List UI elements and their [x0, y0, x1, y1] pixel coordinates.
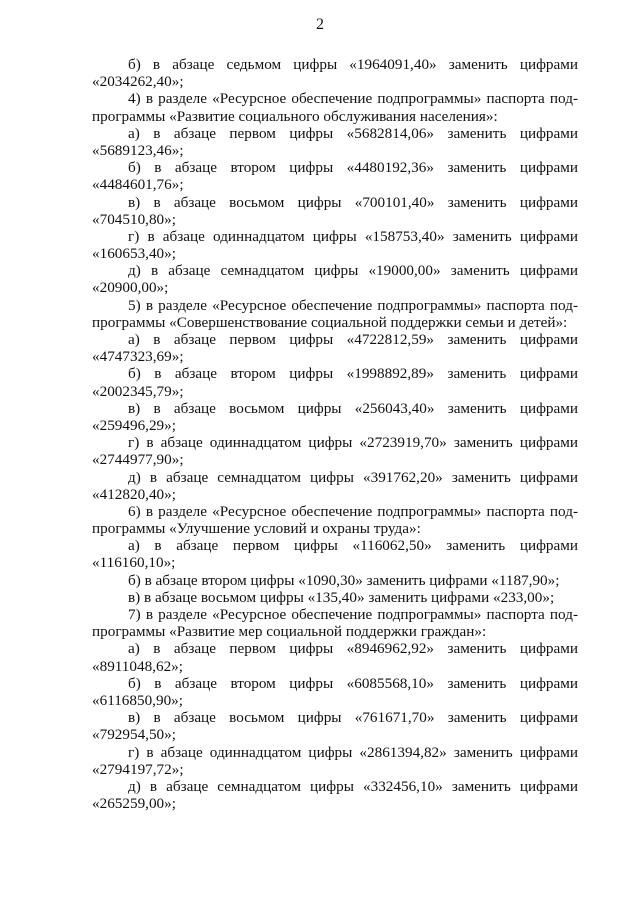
text-line: д) в абзаце семнадцатом цифры «391762,20» заменить цифрами: [128, 468, 578, 486]
text-line: «2002345,79»;: [92, 382, 184, 400]
text-line: а) в абзаце первом цифры «116062,50» заменить цифрами: [128, 537, 578, 555]
text-line: «265259,00»;: [92, 795, 176, 813]
text-line: «6116850,90»;: [92, 691, 183, 709]
text-line: а) в абзаце первом цифры «8946962,92» заменить цифрами: [128, 640, 578, 658]
text-line: «792954,50»;: [92, 726, 176, 744]
text-line: «259496,29»;: [92, 416, 176, 434]
text-line: программы «Улучшение условий и охраны труда»:: [92, 520, 421, 538]
text-line: б) в абзаце втором цифры «6085568,10» заменить цифрами: [128, 674, 578, 692]
text-line: а) в абзаце первом цифры «5682814,06» заменить цифрами: [128, 124, 578, 142]
text-line: «704510,80»;: [92, 210, 176, 228]
text-line: б) в абзаце втором цифры «4480192,36» заменить цифрами: [128, 159, 578, 177]
text-line: программы «Совершенствование социальной поддержки семьи и детей»:: [92, 313, 568, 331]
text-line: «412820,40»;: [92, 485, 176, 503]
text-line: б) в абзаце седьмом цифры «1964091,40» заменить цифрами: [128, 56, 578, 73]
text-line: «5689123,46»;: [92, 141, 184, 159]
text-line: программы «Развитие мер социальной поддержки граждан»:: [92, 623, 487, 641]
text-line: б) в абзаце втором цифры «1998892,89» заменить цифрами: [128, 365, 578, 383]
page-number: 2: [316, 16, 324, 33]
text-line: 7) в разделе «Ресурсное обеспечение подпрограммы» паспорта под-: [128, 606, 578, 623]
text-line: д) в абзаце семнадцатом цифры «332456,10» заменить цифрами: [128, 777, 578, 795]
text-line: в) в абзаце восьмом цифры «256043,40» заменить цифрами: [128, 399, 578, 417]
text-line: «2744977,90»;: [92, 451, 184, 469]
text-line: «116160,10»;: [92, 554, 176, 572]
text-line: 6) в разделе «Ресурсное обеспечение подпрограммы» паспорта под-: [128, 502, 578, 520]
text-line: «160653,40»;: [92, 245, 176, 263]
text-line: г) в абзаце одиннадцатом цифры «2723919,70» заменить цифрами: [128, 434, 578, 452]
text-line: в) в абзаце восьмом цифры «761671,70» заменить цифрами: [128, 709, 578, 727]
text-line: «4484601,76»;: [92, 176, 184, 194]
text-line: 5) в разделе «Ресурсное обеспечение подпрограммы» паспорта под-: [128, 296, 578, 314]
text-line: «4747323,69»;: [92, 348, 184, 366]
document-body: [92, 56, 578, 812]
text-line: «20900,00»;: [92, 279, 169, 297]
text-line: г) в абзаце одиннадцатом цифры «2861394,82» заменить цифрами: [128, 743, 578, 761]
text-line: б) в абзаце втором цифры «1090,30» заменить цифрами «1187,90»;: [128, 571, 560, 589]
text-line: «8911048,62»;: [92, 657, 183, 675]
text-line: в) в абзаце восьмом цифры «135,40» заменить цифрами «233,00»;: [128, 588, 555, 606]
text-line: а) в абзаце первом цифры «4722812,59» заменить цифрами: [128, 331, 578, 348]
text-line: д) в абзаце семнадцатом цифры «19000,00» заменить цифрами: [128, 262, 578, 280]
text-line: в) в абзаце восьмом цифры «700101,40» заменить цифрами: [128, 193, 578, 211]
text-line: г) в абзаце одиннадцатом цифры «158753,40» заменить цифрами: [128, 227, 578, 245]
text-line: «2794197,72»;: [92, 760, 184, 778]
text-line: 4) в разделе «Ресурсное обеспечение подпрограммы» паспорта под-: [128, 90, 578, 108]
text-line: «2034262,40»;: [92, 73, 184, 91]
text-line: программы «Развитие социального обслуживания населения»:: [92, 107, 498, 125]
